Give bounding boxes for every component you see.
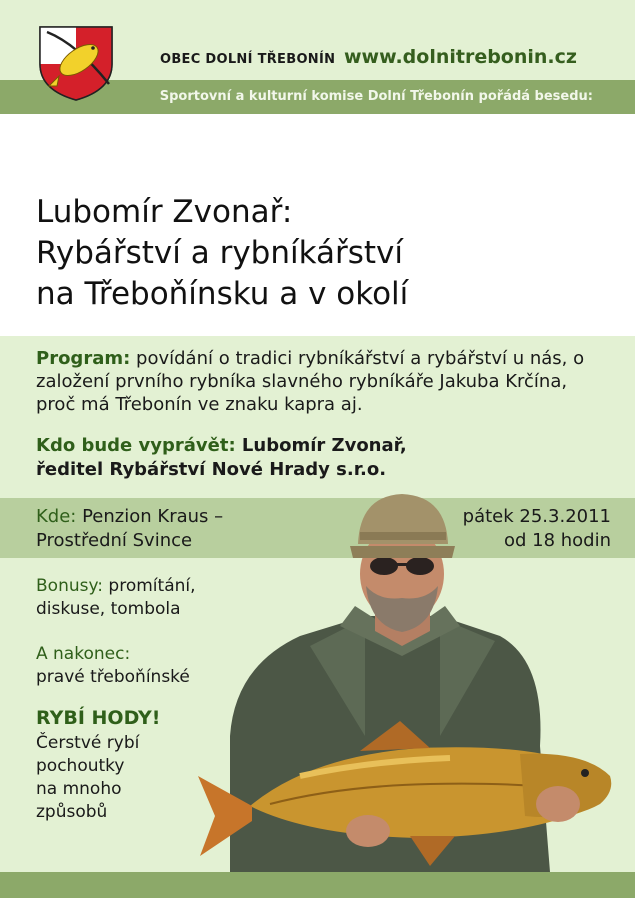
place-line1: Penzion Kraus – <box>76 506 224 527</box>
place-line2: Prostřední Svince <box>36 530 193 551</box>
finale-line: pravé třeboňínské <box>36 667 190 687</box>
program-text: povídání o tradici rybníkářství a rybářství u nás, o založení prvního rybníka slavného rybníkáře Jakuba Krčína, proč má Třebonín ve znaku kapra aj. <box>36 348 585 415</box>
title-line: Lubomír Zvonař: <box>36 194 293 230</box>
speaker-name: Lubomír Zvonař, <box>235 435 407 456</box>
feast-description <box>36 732 186 824</box>
program-paragraph <box>36 347 606 416</box>
event-hour: od 18 hodin <box>503 530 611 551</box>
website-link[interactable]: www.dolnitrebonin.cz <box>344 46 577 68</box>
feast-title: RYBÍ HODY! <box>36 707 161 729</box>
speaker-role: ředitel Rybářství Nové Hrady s.r.o. <box>36 459 387 480</box>
title-line: Rybářství a rybníkářství <box>36 235 404 271</box>
speaker-info <box>36 434 606 482</box>
finale-label: A nakonec: <box>36 644 131 664</box>
place-label: Kde: <box>36 506 77 527</box>
bonus-line1: promítání, <box>103 576 196 596</box>
village-name: OBEC DOLNÍ TŘEBONÍN <box>160 52 336 67</box>
bonus-line2: diskuse, tombola <box>36 599 181 619</box>
title-line: na Třeboňínsku a v okolí <box>36 276 409 312</box>
feast-line: Čerstvé rybí <box>36 733 140 753</box>
bonus-label: Bonusy: <box>36 576 104 596</box>
bonus-info <box>36 575 196 621</box>
fisherman-with-carp-photo <box>190 486 620 872</box>
event-title <box>36 192 408 315</box>
feast-line: způsobů <box>36 802 108 822</box>
organizer-text: Sportovní a kulturní komise Dolní Třebonín pořádá besedu: <box>159 89 593 104</box>
speaker-label: Kdo bude vyprávět: <box>36 435 236 456</box>
footer-band <box>0 872 635 898</box>
finale-info <box>36 643 190 689</box>
event-date: pátek 25.3.2011 <box>462 506 611 527</box>
feast-line: pochoutky <box>36 756 125 776</box>
feast-line: na mnoho <box>36 779 122 799</box>
village-coat-of-arms-icon <box>37 24 115 102</box>
program-label: Program: <box>36 348 131 369</box>
